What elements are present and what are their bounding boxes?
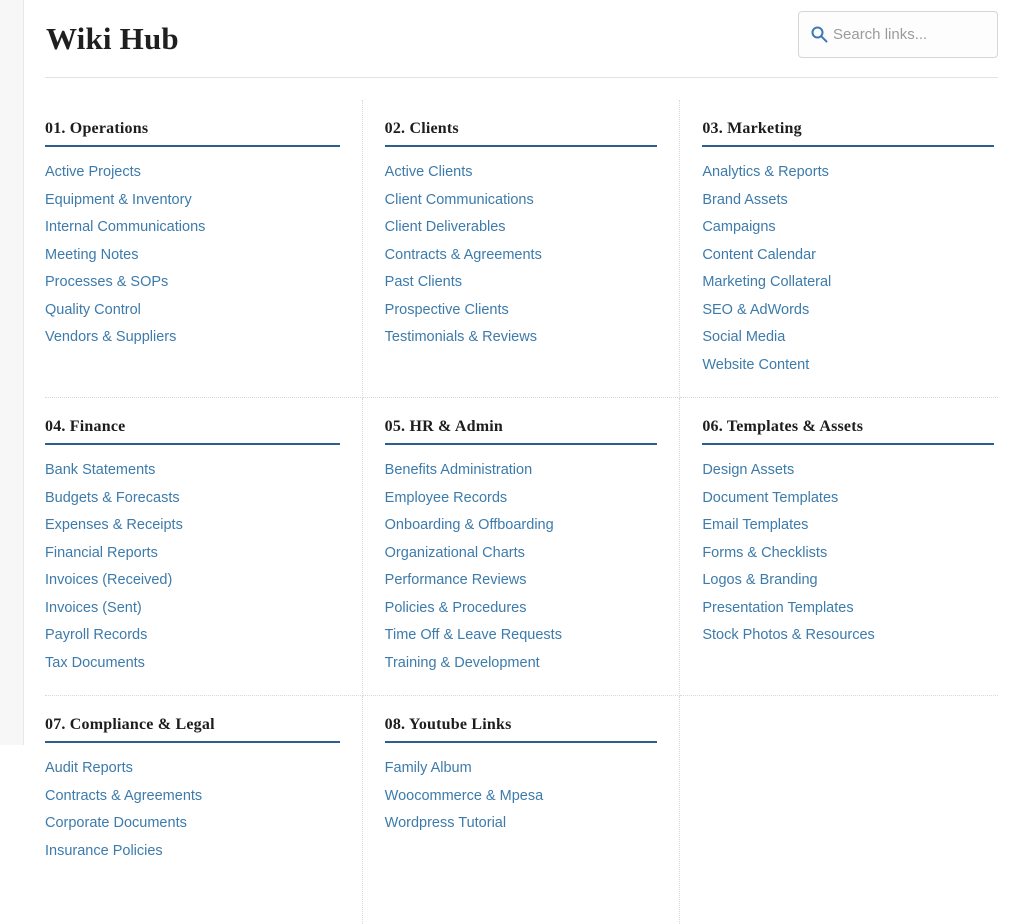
wiki-link[interactable]: Performance Reviews (384, 572, 527, 588)
wiki-link[interactable]: Policies & Procedures (384, 599, 527, 616)
list-item (45, 759, 340, 777)
wiki-link[interactable]: Bank Statements (45, 462, 156, 478)
list-item (45, 626, 340, 644)
section-youtube-links (363, 696, 681, 924)
list-item (702, 191, 994, 209)
wiki-link[interactable]: Content Calendar (702, 246, 816, 263)
list-item (702, 544, 994, 562)
list-item (702, 218, 994, 236)
wiki-link[interactable]: Internal Communications (45, 219, 206, 235)
section-marketing (680, 100, 998, 398)
link-list (702, 163, 994, 374)
section-hr-admin (363, 398, 681, 696)
list-item (385, 571, 658, 589)
wiki-link[interactable]: Active Projects (45, 164, 141, 180)
wiki-link[interactable]: Onboarding & Offboarding (384, 517, 554, 533)
wiki-link[interactable]: Active Clients (384, 164, 473, 180)
wiki-link[interactable]: Employee Records (384, 489, 508, 506)
list-item (45, 461, 340, 479)
list-item (702, 246, 994, 264)
link-list (385, 163, 658, 346)
list-item (45, 599, 340, 617)
wiki-link[interactable]: Vendors & Suppliers (45, 329, 177, 345)
list-item (385, 163, 658, 181)
section-title: 04. Finance (45, 418, 340, 445)
wiki-link[interactable]: Social Media (702, 329, 786, 345)
wiki-link[interactable]: Invoices (Received) (45, 572, 173, 588)
wiki-link[interactable]: Document Templates (702, 489, 839, 506)
section-compliance-legal (45, 696, 363, 924)
list-item (45, 842, 340, 860)
wiki-link[interactable]: Tax Documents (45, 654, 145, 671)
list-item (45, 814, 340, 832)
list-item (45, 787, 340, 805)
page-title: Wiki Hub (46, 20, 179, 56)
list-item (45, 654, 340, 672)
wiki-link[interactable]: Design Assets (702, 462, 795, 478)
wiki-link[interactable]: Audit Reports (45, 760, 133, 776)
list-item (385, 191, 658, 209)
page-header (45, 0, 998, 78)
list-item (385, 301, 658, 319)
list-item (385, 654, 658, 672)
wiki-link[interactable]: Training & Development (384, 654, 540, 671)
list-item (385, 759, 658, 777)
link-list (45, 461, 340, 672)
wiki-link[interactable]: Brand Assets (702, 191, 788, 208)
wiki-link[interactable]: Woocommerce & Mpesa (384, 787, 544, 804)
wiki-link[interactable]: Prospective Clients (384, 301, 509, 318)
wiki-link[interactable]: Logos & Branding (702, 572, 818, 588)
left-gutter (0, 0, 24, 745)
list-item (45, 544, 340, 562)
wiki-link[interactable]: Stock Photos & Resources (702, 627, 875, 643)
wiki-link[interactable]: Corporate Documents (45, 815, 187, 831)
search-container (798, 11, 998, 58)
list-item (385, 246, 658, 264)
wiki-link[interactable]: SEO & AdWords (702, 301, 810, 318)
list-item (385, 218, 658, 236)
wiki-link[interactable]: Past Clients (384, 274, 463, 290)
wiki-link[interactable]: Contracts & Agreements (45, 787, 203, 804)
list-item (45, 516, 340, 534)
list-item (385, 489, 658, 507)
wiki-link[interactable]: Forms & Checklists (702, 544, 828, 561)
wiki-link[interactable]: Time Off & Leave Requests (384, 627, 562, 643)
wiki-link[interactable]: Marketing Collateral (702, 274, 832, 290)
list-item (45, 489, 340, 507)
wiki-link[interactable]: Insurance Policies (45, 842, 163, 859)
list-item (702, 489, 994, 507)
section-title: 06. Templates & Assets (702, 418, 994, 445)
section-title: 03. Marketing (702, 120, 994, 147)
wiki-link[interactable]: Email Templates (702, 517, 809, 533)
list-item (385, 461, 658, 479)
list-item (385, 328, 658, 346)
link-list (702, 461, 994, 644)
wiki-link[interactable]: Presentation Templates (702, 599, 854, 616)
page-content (24, 0, 1024, 859)
sections-grid (45, 78, 998, 924)
list-item (45, 163, 340, 181)
wiki-link[interactable]: Processes & SOPs (45, 274, 169, 290)
wiki-link[interactable]: Client Communications (384, 191, 534, 208)
list-item (385, 544, 658, 562)
list-item (385, 814, 658, 832)
wiki-link[interactable]: Wordpress Tutorial (384, 815, 507, 831)
wiki-link[interactable]: Campaigns (702, 219, 776, 235)
section-operations (45, 100, 363, 398)
list-item (702, 163, 994, 181)
wiki-link[interactable]: Testimonials & Reviews (384, 329, 537, 345)
list-item (385, 516, 658, 534)
section-templates-assets (680, 398, 998, 696)
section-clients (363, 100, 681, 398)
section-title: 02. Clients (385, 120, 658, 147)
wiki-link[interactable]: Budgets & Forecasts (45, 489, 180, 506)
list-item (702, 356, 994, 374)
wiki-link[interactable]: Quality Control (45, 301, 141, 318)
list-item (702, 571, 994, 589)
list-item (702, 328, 994, 346)
link-list (45, 759, 340, 860)
list-item (45, 328, 340, 346)
section-title: 05. HR & Admin (385, 418, 658, 445)
wiki-link[interactable]: Meeting Notes (45, 246, 139, 263)
list-item (702, 461, 994, 479)
wiki-link[interactable]: Financial Reports (45, 544, 158, 561)
list-item (385, 273, 658, 291)
wiki-link[interactable]: Organizational Charts (384, 544, 525, 561)
list-item (385, 599, 658, 617)
link-list (385, 461, 658, 672)
section-title: 01. Operations (45, 120, 340, 147)
section-title: 07. Compliance & Legal (45, 716, 340, 743)
list-item (45, 571, 340, 589)
list-item (45, 246, 340, 264)
wiki-link[interactable]: Payroll Records (45, 627, 148, 643)
section-title: 08. Youtube Links (385, 716, 658, 743)
wiki-link[interactable]: Analytics & Reports (702, 164, 829, 180)
wiki-link[interactable]: Equipment & Inventory (45, 191, 192, 208)
list-item (385, 787, 658, 805)
list-item (385, 626, 658, 644)
wiki-link[interactable]: Contracts & Agreements (384, 246, 542, 263)
section-finance (45, 398, 363, 696)
search-input[interactable] (798, 11, 998, 58)
wiki-link[interactable]: Website Content (702, 356, 810, 373)
link-list (45, 163, 340, 346)
list-item (45, 218, 340, 236)
wiki-link[interactable]: Client Deliverables (384, 219, 506, 235)
list-item (702, 626, 994, 644)
list-item (702, 599, 994, 617)
list-item (702, 301, 994, 319)
wiki-link[interactable]: Invoices (Sent) (45, 599, 142, 616)
link-list (385, 759, 658, 832)
list-item (45, 301, 340, 319)
wiki-link[interactable]: Benefits Administration (384, 462, 533, 478)
list-item (45, 191, 340, 209)
list-item (45, 273, 340, 291)
list-item (702, 516, 994, 534)
list-item (702, 273, 994, 291)
section-empty-slot (680, 696, 998, 924)
wiki-link[interactable]: Family Album (384, 760, 472, 776)
wiki-link[interactable]: Expenses & Receipts (45, 517, 183, 533)
